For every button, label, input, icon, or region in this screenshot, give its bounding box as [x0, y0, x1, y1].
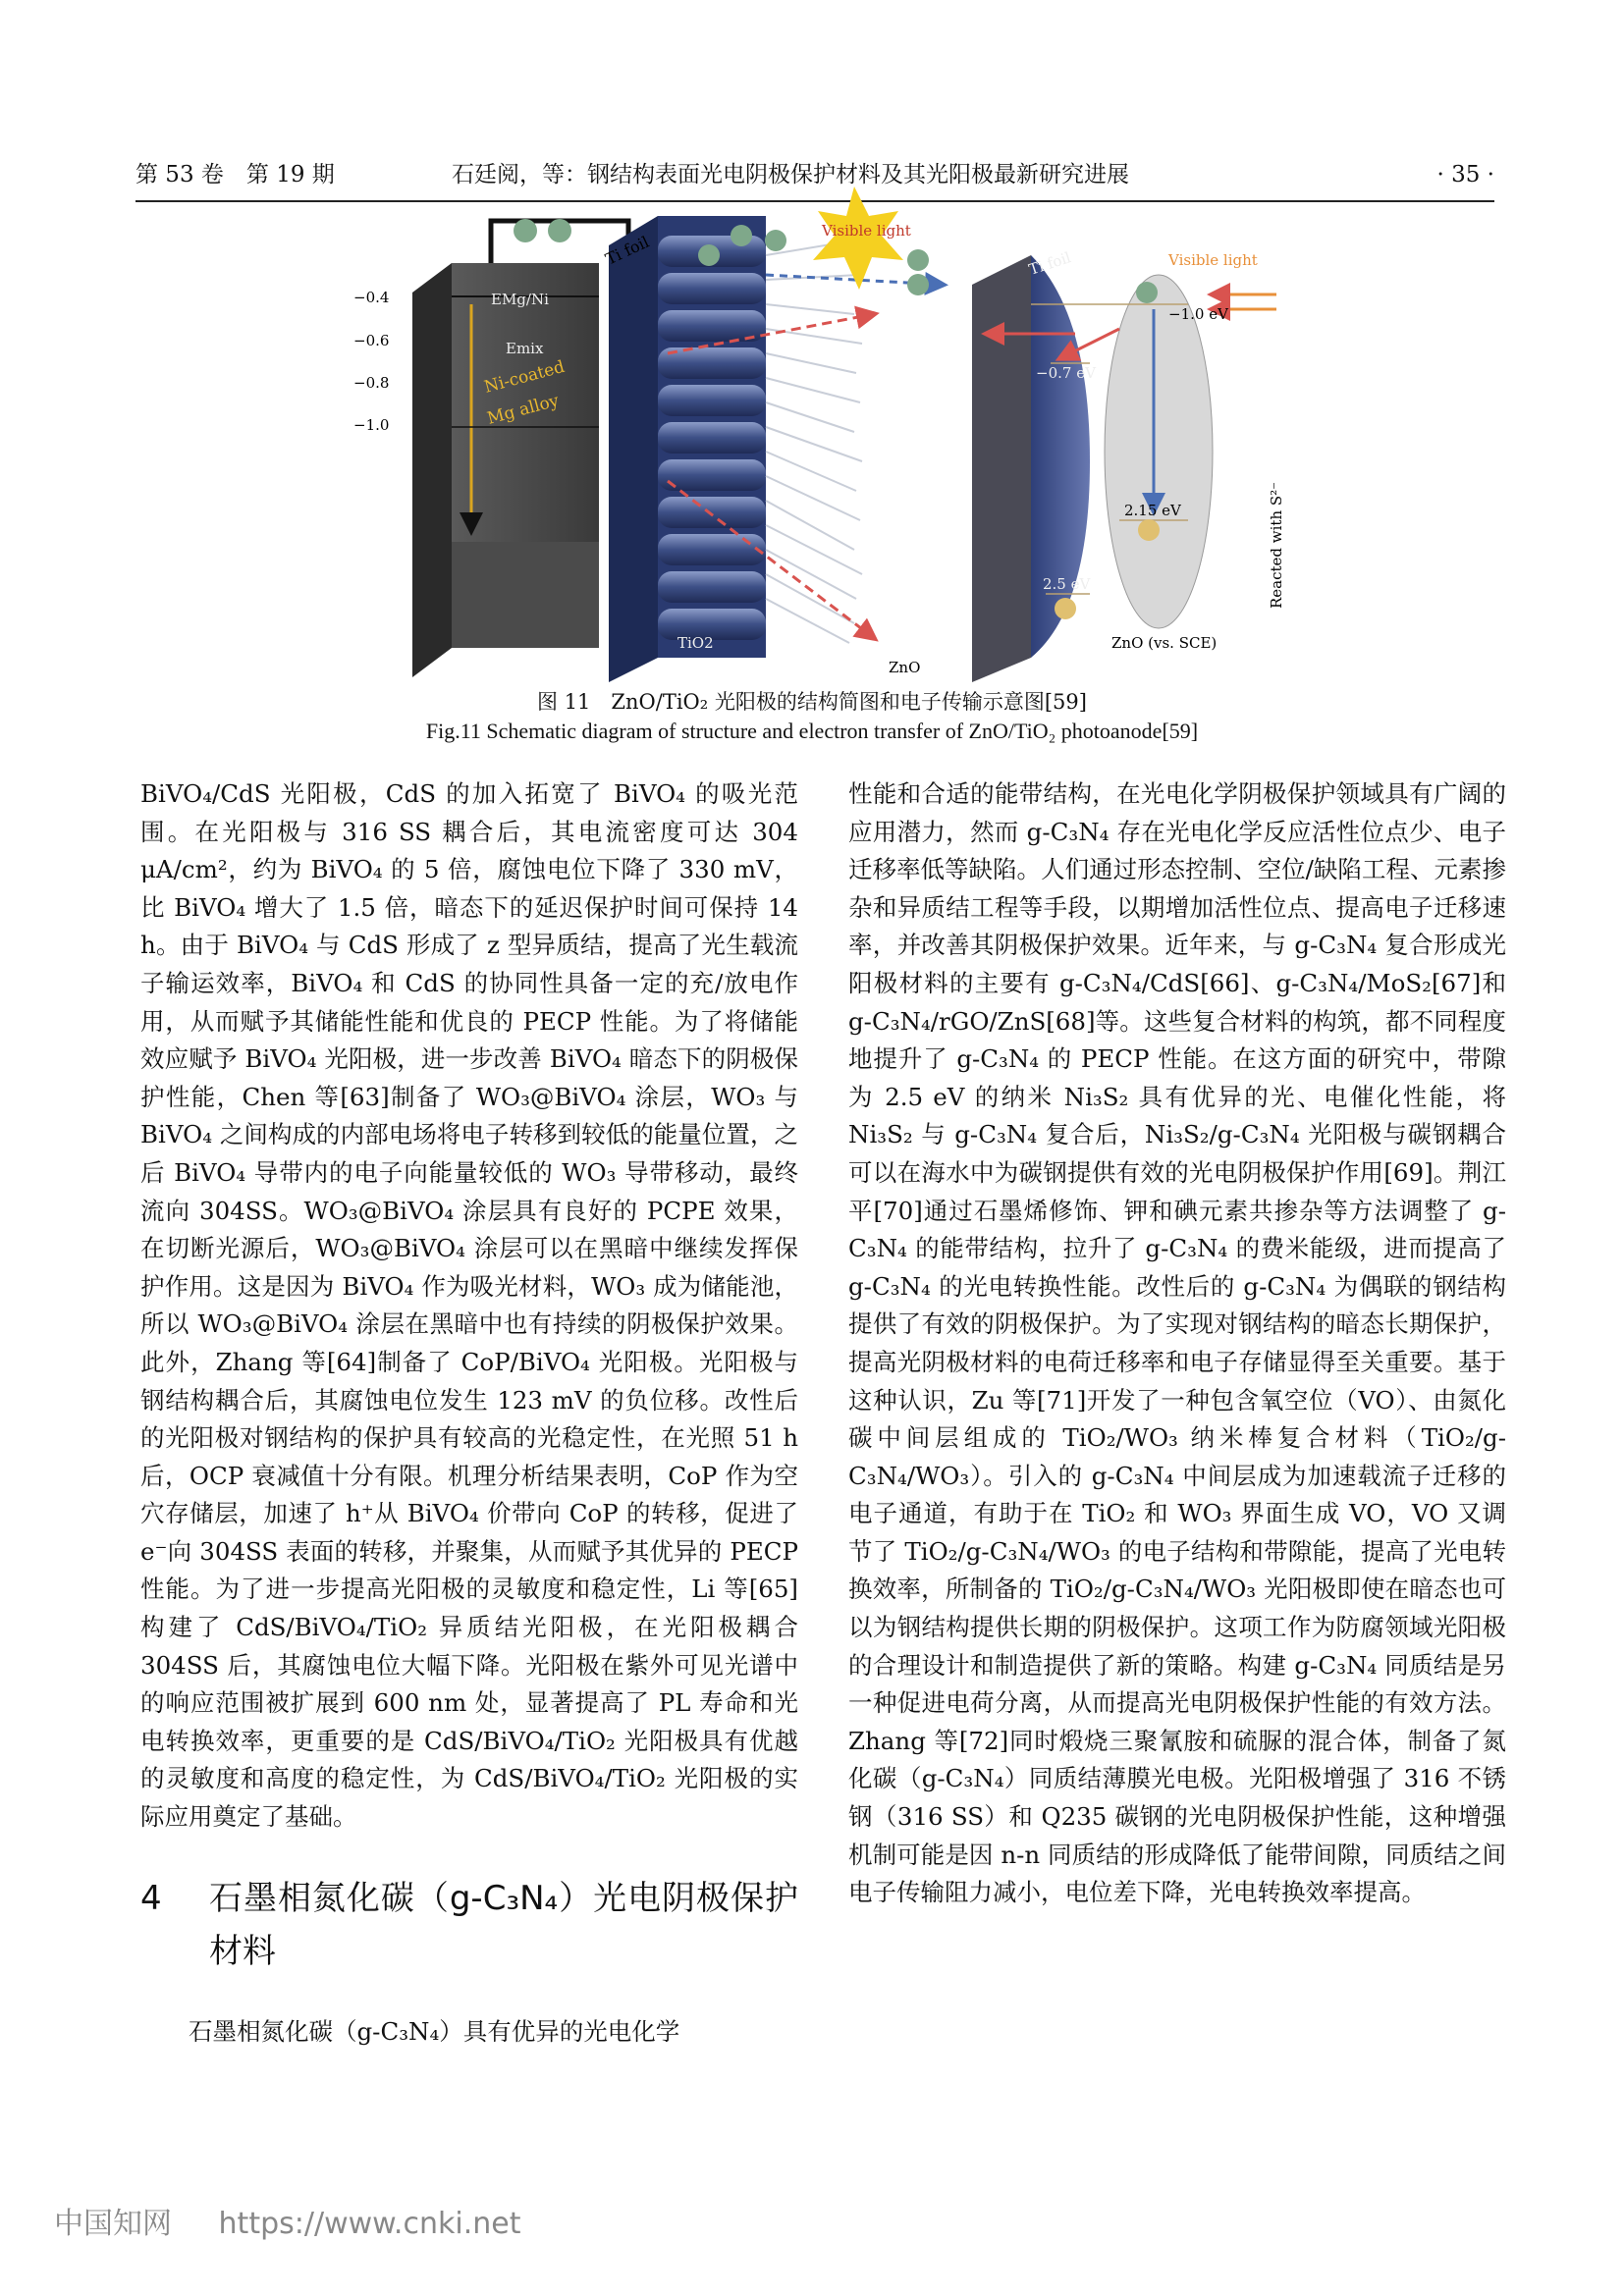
header-rule — [135, 200, 1494, 202]
level-minus-0-7: −0.7 eV — [1036, 364, 1096, 382]
paragraph: 石墨相氮化碳（g-C₃N₄）具有优异的光电化学 — [189, 2016, 680, 2046]
zno-label: ZnO — [889, 659, 921, 676]
electron-icon — [1136, 282, 1158, 303]
figure-caption-zh: 图 11 ZnO/TiO₂ 光阳极的结构简图和电子传输示意图[59] — [537, 690, 1087, 714]
zno-vs-sce-label: ZnO (vs. SCE) — [1111, 634, 1218, 652]
section-heading — [140, 1872, 798, 1978]
electron-icon — [514, 219, 537, 242]
electron-icon — [765, 230, 786, 251]
running-header-volume: 第 53 卷 第 19 期 — [135, 162, 335, 187]
band-diagram — [972, 255, 1276, 682]
section-number: 4 — [140, 1878, 162, 1918]
paragraph: BiVO₄/CdS 光阳极，CdS 的加入拓宽了 BiVO₄ 的吸光范围。在光阳极与 316 SS 耦合后，其电流密度可达 304 μA/cm²，约为 BiVO₄ 的 5 倍，腐蚀电位下降了 330 mV，比 BiVO₄ 增大了 1.5 倍，暗态下的延迟保护时间可保持 14 h。由于 BiVO₄ 与 CdS 形成了 z 型异质结，提高了光生载流子输运效率，BiVO₄ 和 CdS 的协同性具备一定的充/放电作用，从而赋予其储能性能和优良的 PECP 性能。为了将储能效应赋予 BiVO₄ 光阳极，进一步改善 BiVO₄ 暗态下的阴极保护性能，Chen 等[63]制备了 WO₃@BiVO₄ 涂层，WO₃ 与 BiVO₄ 之间构成的内部电场将电子转移到较低的能量位置，之后 BiVO₄ 导带内的电子向能量较低的 WO₃ 导带移动，最终流向 304SS。WO₃@BiVO₄ 涂层具有良好的 PCPE 效果，在切断光源后，WO₃@BiVO₄ 涂层可以在黑暗中继续发挥保护作用。这是因为 BiVO₄ 作为吸光材料，WO₃ 成为储能池，所以 WO₃@BiVO₄ 涂层在黑暗中也有持续的阴极保护效果。此外，Zhang 等[64]制备了 CoP/BiVO₄ 光阳极。光阳极与钢结构耦合后，其腐蚀电位发生 123 mV 的负位移。改性后的光阳极对钢结构的保护具有较高的光稳定性，在光照 51 h 后，OCP 衰减值十分有限。机理分析结果表明，CoP 作为空穴存储层，加速了 h⁺从 BiVO₄ 价带向 CoP 的转移，促进了 e⁻向 304SS 表面的转移，并聚集，从而赋予其优异的 PECP 性能。为了进一步提高光阳极的灵敏度和稳定性，Li 等[65]构建了 CdS/BiVO₄/TiO₂ 异质结光阳极，在光阳极耦合 304SS 后，其腐蚀电位大幅下降。光阳极在紫外可见光谱中的响应范围被扩展到 600 nm 处，显著提高了 PL 寿命和光电转换效率，更重要的是 CdS/BiVO₄/TiO₂ 光阳极具有优越的灵敏度和高度的稳定性，为 CdS/BiVO₄/TiO₂ 光阳极的实际应用奠定了基础。 — [140, 779, 798, 1832]
axis-tick: −0.6 — [353, 332, 390, 349]
e-mg-ni-label: EMg/Ni — [491, 291, 549, 308]
cnki-logo-text: 中国知网 — [54, 2207, 172, 2241]
axis-tick: −0.8 — [353, 374, 390, 392]
right-column — [848, 775, 1506, 1912]
electron-icon — [731, 225, 752, 246]
electron-icon — [698, 244, 720, 266]
reacted-with-s-label: Reacted with S²⁻ — [1268, 481, 1285, 609]
level-2-5: 2.5 eV — [1043, 575, 1091, 593]
mg-alloy-electrode — [412, 263, 599, 677]
axis-tick: −0.4 — [353, 289, 390, 306]
electron-icon — [907, 249, 929, 271]
level-minus-1-0: −1.0 eV — [1168, 305, 1228, 323]
footer-watermark — [54, 2199, 558, 2242]
level-2-15: 2.15 eV — [1124, 502, 1181, 519]
electron-icon — [907, 274, 929, 295]
axis-tick: −1.0 — [353, 416, 390, 434]
tio2-label: TiO2 — [677, 634, 714, 652]
paragraph: 性能和合适的能带结构，在光电化学阴极保护领域具有广阔的应用潜力，然而 g-C₃N₄ 存在光电化学反应活性位点少、电子迁移率低等缺陷。人们通过形态控制、空位/缺陷工程、元素掺杂和异质结工程等手段，以期增加活性位点、提高电子迁移速率，并改善其阴极保护效果。近年来，与 g-C₃N₄ 复合形成光阳极材料的主要有 g-C₃N₄/CdS[66]、g-C₃N₄/MoS₂[67]和 g-C₃N₄/rGO/ZnS[68]等。这些复合材料的构筑，都不同程度地提升了 g-C₃N₄ 的 PECP 性能。在这方面的研究中，带隙为 2.5 eV 的纳米 Ni₃S₂ 具有优异的光、电催化性能，将 Ni₃S₂ 与 g-C₃N₄ 复合后，Ni₃S₂/g-C₃N₄ 光阳极与碳钢耦合可以在海水中为碳钢提供有效的光电阴极保护作用[69]。荆江平[70]通过石墨烯修饰、钾和碘元素共掺杂等方法调整了 g-C₃N₄ 的能带结构，拉升了 g-C₃N₄ 的费米能级，进而提高了 g-C₃N₄ 的光电转换性能。改性后的 g-C₃N₄ 为偶联的钢结构提供了有效的阴极保护。为了实现对钢结构的暗态长期保护，提高光阴极材料的电荷迁移率和电子存储显得至关重要。基于这种认识，Zu 等[71]开发了一种包含氧空位（VO）、由氮化碳中间层组成的 TiO₂/WO₃ 纳米棒复合材料（TiO₂/g-C₃N₄/WO₃）。引入的 g-C₃N₄ 中间层成为加速载流子迁移的电子通道，有助于在 TiO₂ 和 WO₃ 界面生成 VO，VO 又调节了 TiO₂/g-C₃N₄/WO₃ 的电子结构和带隙能，提高了光电转换效率，所制备的 TiO₂/g-C₃N₄/WO₃ 光阳极即使在暗态也可以为钢结构提供长期的阴极保护。这项工作为防腐领域光阳极的合理设计和制造提供了新的策略。构建 g-C₃N₄ 同质结是另一种促进电荷分离，从而提高光电阴极保护性能的有效方法。Zhang 等[72]同时煅烧三聚氰胺和硫脲的混合体，制备了氮化碳（g-C₃N₄）同质结薄膜光电极。光阳极增强了 316 不锈钢（316 SS）和 Q235 碳钢的光电阴极保护性能，这种增强机制可能是因 n-n 同质结的形成降低了能带间隙，同质结之间电子传输阻力减小，电位差下降，光电转换效率提高。 — [848, 779, 1506, 1907]
e-mix-label: Emix — [506, 340, 544, 357]
electron-icon — [548, 219, 571, 242]
visible-light-label: Visible light — [822, 222, 911, 240]
tio2-nanotube-array — [609, 216, 943, 682]
ti-foil-label: Ti foil — [602, 232, 652, 269]
mg-alloy-label: Mg alloy — [485, 391, 562, 429]
hole-icon — [1138, 519, 1160, 541]
left-column — [140, 775, 798, 2051]
figure-11-schematic — [344, 222, 1286, 682]
ti-foil-label-2: Ti foil — [1026, 248, 1073, 279]
page-number: · 35 · — [1436, 162, 1494, 187]
hole-icon — [1055, 598, 1076, 619]
cnki-url[interactable]: https://www.cnki.net — [218, 2207, 521, 2241]
figure-caption-en: Fig.11 Schematic diagram of structure and electron transfer of ZnO/TiO₂ photoanode[59] — [425, 719, 1199, 743]
visible-light-label-2: Visible light — [1168, 251, 1258, 269]
section-title: 石墨相氮化碳（g-C₃N₄）光电阴极保护材料 — [209, 1878, 798, 1971]
running-header-title: 石廷阅，等：钢结构表面光电阴极保护材料及其光阳极最新研究进展 — [452, 162, 1129, 187]
ni-coated-label: Ni-coated — [482, 356, 568, 398]
